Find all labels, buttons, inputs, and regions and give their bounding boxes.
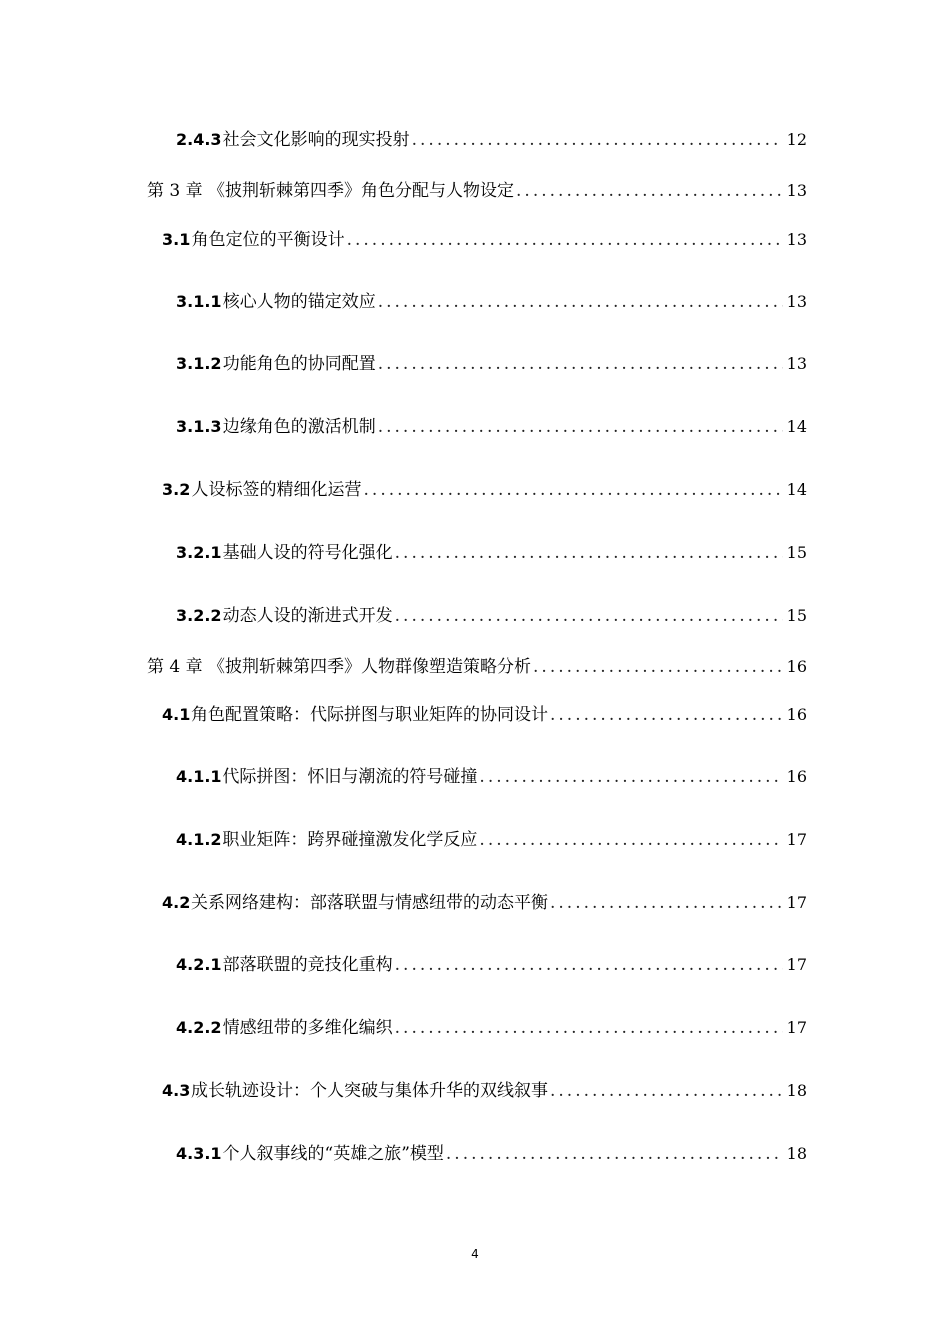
leader-dots [395,953,783,977]
toc-entry[interactable] [176,415,807,439]
leader-dots [479,765,782,789]
toc-entry[interactable] [176,1142,807,1166]
section-title: 成长轨迹设计：个人突破与集体升华的双线叙事 [191,1081,548,1101]
toc-entry-chapter[interactable] [147,179,807,203]
chapter-title: 第 3 章 《披荆斩棘第四季》角色分配与人物设定 [147,181,515,201]
section-number: 2.4.3 [176,130,222,149]
toc-entry[interactable] [162,478,807,502]
leader-dots [550,891,783,915]
toc-entry[interactable] [176,541,807,565]
chapter-title: 第 4 章 《披荆斩棘第四季》人物群像塑造策略分析 [147,657,532,677]
footer-page-number: 4 [471,1247,479,1261]
toc-entry[interactable] [176,352,807,376]
page-ref: 13 [786,354,807,373]
page-ref: 14 [786,480,807,499]
page-ref: 15 [786,606,807,625]
page-ref: 13 [786,181,807,200]
toc-entry[interactable] [176,828,807,852]
section-number: 4.3 [162,1081,191,1100]
page-ref: 13 [786,230,807,249]
section-title: 功能角色的协同配置 [222,354,376,374]
leader-dots [378,352,783,376]
page-ref: 17 [786,1018,807,1037]
page-ref: 13 [786,292,807,311]
page-ref: 15 [786,543,807,562]
section-number: 4.1 [162,705,191,724]
leader-dots [395,604,783,628]
leader-dots [550,1079,783,1103]
section-number: 3.1.3 [176,417,222,436]
page-ref: 17 [786,893,807,912]
leader-dots [533,655,783,679]
toc-entry[interactable] [176,604,807,628]
leader-dots [364,478,783,502]
section-number: 4.1.2 [176,830,222,849]
section-number: 4.2.2 [176,1018,222,1037]
page-ref: 12 [786,130,807,149]
leader-dots [378,290,783,314]
section-title: 边缘角色的激活机制 [222,417,376,437]
section-number: 3.1.2 [176,354,222,373]
section-number: 4.2.1 [176,955,222,974]
section-title: 人设标签的精细化运营 [191,480,362,500]
page-ref: 17 [786,830,807,849]
toc-entry[interactable] [162,1079,807,1103]
page-ref: 18 [786,1144,807,1163]
toc-entry[interactable] [162,228,807,252]
page-ref: 16 [786,705,807,724]
leader-dots [412,128,783,152]
section-title: 代际拼图：怀旧与潮流的符号碰撞 [222,767,478,787]
leader-dots [516,179,783,203]
section-title: 角色定位的平衡设计 [191,230,345,250]
toc-entry[interactable] [176,765,807,789]
section-title: 社会文化影响的现实投射 [222,130,410,150]
page-ref: 17 [786,955,807,974]
section-title: 核心人物的锚定效应 [222,292,376,312]
section-title: 动态人设的渐进式开发 [222,606,393,626]
section-number: 4.1.1 [176,767,222,786]
toc-entry[interactable] [176,128,807,152]
section-number: 3.2.1 [176,543,222,562]
section-number: 3.1.1 [176,292,222,311]
page-ref: 18 [786,1081,807,1100]
toc-entry[interactable] [162,703,807,727]
toc-entry-chapter[interactable] [147,655,807,679]
leader-dots [395,1016,783,1040]
section-title: 基础人设的符号化强化 [222,543,393,563]
toc-entry[interactable] [176,290,807,314]
section-number: 3.1 [162,230,191,249]
section-number: 4.2 [162,893,191,912]
section-title: 情感纽带的多维化编织 [222,1018,393,1038]
page-ref: 16 [786,767,807,786]
toc-entry[interactable] [176,953,807,977]
section-title: 部落联盟的竞技化重构 [222,955,393,975]
page-ref: 16 [786,657,807,676]
section-number: 3.2.2 [176,606,222,625]
section-title: 角色配置策略：代际拼图与职业矩阵的协同设计 [191,705,548,725]
toc-entry[interactable] [176,1016,807,1040]
section-number: 3.2 [162,480,191,499]
section-title: 关系网络建构：部落联盟与情感纽带的动态平衡 [191,893,548,913]
page-ref: 14 [786,417,807,436]
toc-entry[interactable] [162,891,807,915]
section-number: 4.3.1 [176,1144,222,1163]
leader-dots [446,1142,783,1166]
section-title: 个人叙事线的“英雄之旅”模型 [222,1144,444,1164]
leader-dots [550,703,783,727]
leader-dots [378,415,783,439]
leader-dots [395,541,783,565]
leader-dots [347,228,783,252]
section-title: 职业矩阵：跨界碰撞激发化学反应 [222,830,478,850]
leader-dots [479,828,782,852]
